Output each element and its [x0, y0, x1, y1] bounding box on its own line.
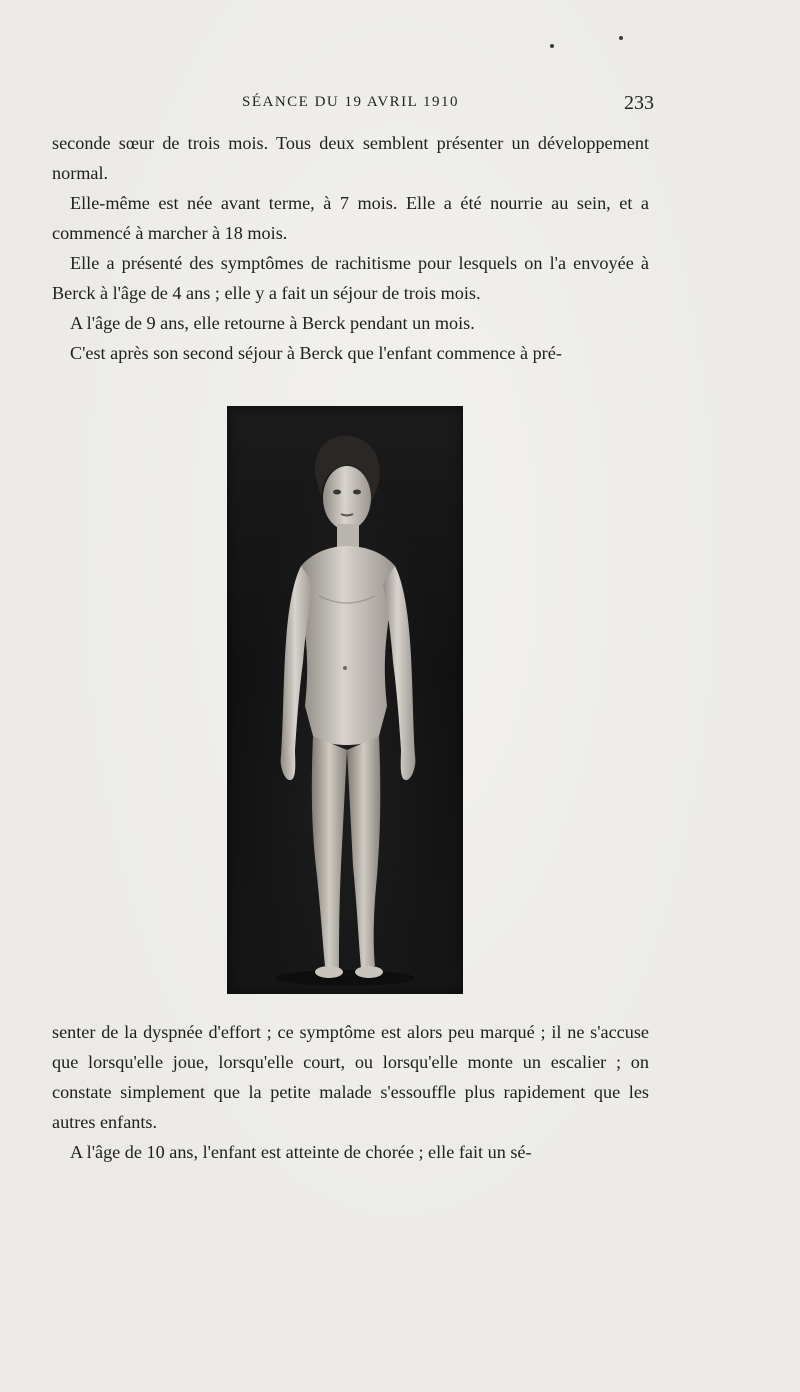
paragraph: A l'âge de 10 ans, l'enfant est atteinte de chorée ; elle fait un sé-	[70, 1142, 532, 1162]
page-header	[52, 92, 652, 120]
dust-speck	[619, 36, 623, 40]
text-block-top	[52, 128, 649, 368]
page-number: 233	[624, 92, 654, 114]
dust-speck	[550, 44, 554, 48]
patient-photograph	[227, 406, 463, 994]
paragraph: senter de la dyspnée d'effort ; ce symptôme est alors peu marqué ; il ne s'accuse que lorsqu'elle joue, lorsqu'elle court, ou lorsqu'elle monte un escalier ; on constate simplement que la petite malade s'essouffle plus rapidement que les autres enfants.	[52, 1022, 649, 1132]
paragraph: seconde sœur de trois mois. Tous deux semblent présenter un développement normal.	[52, 133, 649, 183]
paragraph: A l'âge de 9 ans, elle retourne à Berck pendant un mois.	[70, 313, 475, 333]
running-head: SÉANCE DU 19 AVRIL 1910	[242, 94, 460, 110]
paragraph: Elle-même est née avant terme, à 7 mois. Elle a été nourrie au sein, et a commencé à marcher à 18 mois.	[52, 193, 649, 243]
paragraph: Elle a présenté des symptômes de rachitisme pour lesquels on l'a envoyée à Berck à l'âge de 4 ans ; elle y a fait un séjour de trois mois.	[52, 253, 649, 303]
text-block-bottom	[52, 1017, 649, 1167]
paragraph: C'est après son second séjour à Berck que l'enfant commence à pré-	[70, 343, 562, 363]
standing-child-photograph-icon	[227, 406, 463, 994]
